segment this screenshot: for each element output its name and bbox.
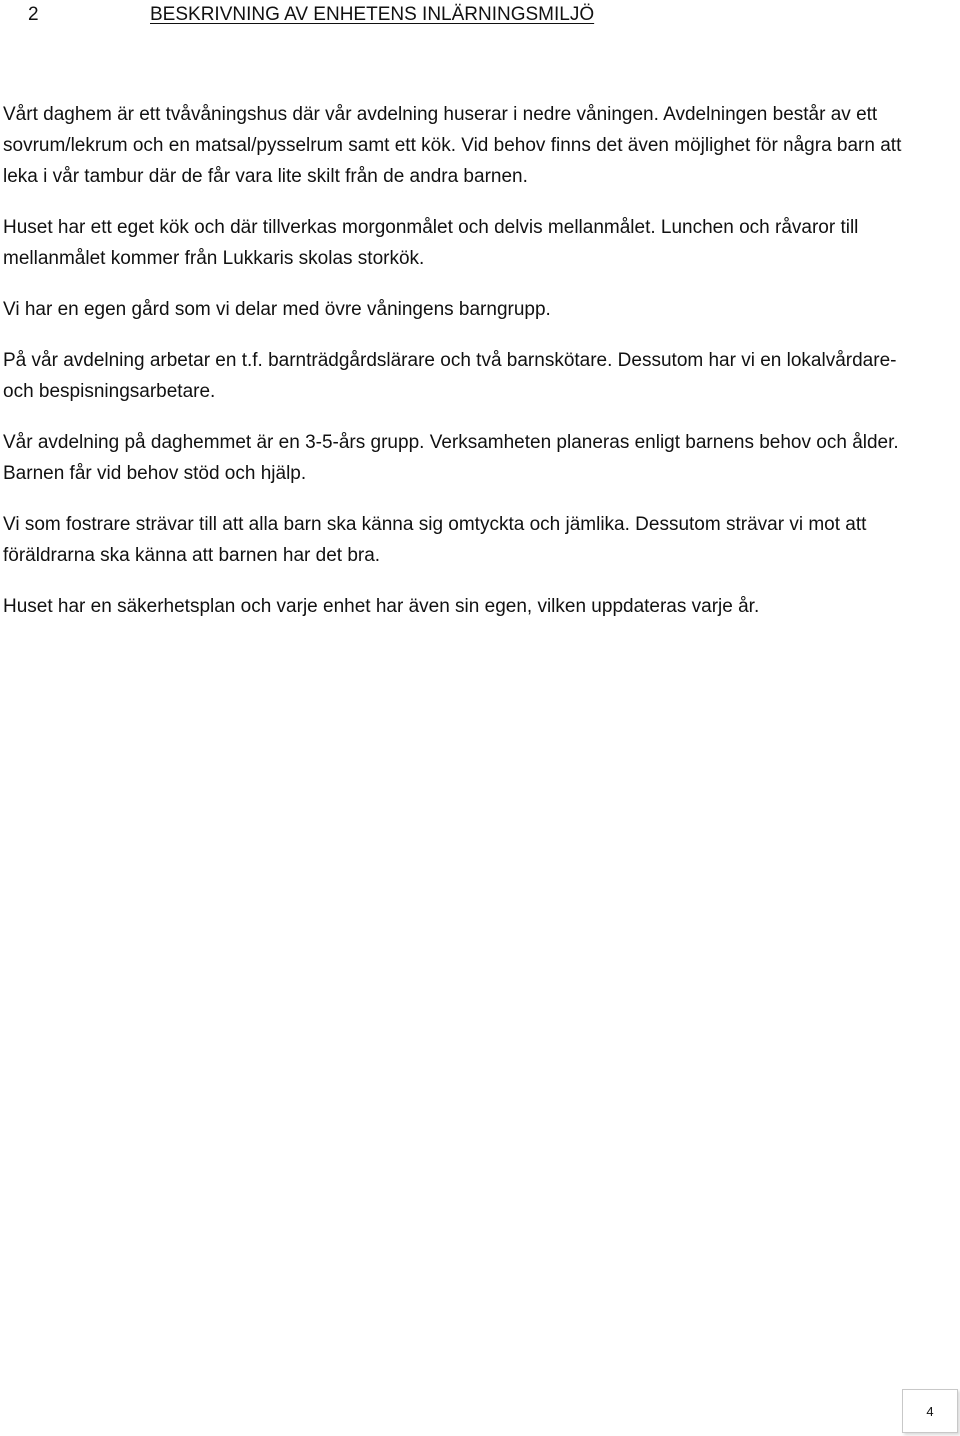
section-title: BESKRIVNING AV ENHETENS INLÄRNINGSMILJÖ: [150, 4, 595, 25]
page-number-label: 4: [926, 1403, 934, 1419]
paragraph-kitchen: Huset har ett eget kök och där tillverkas morgonmålet och delvis mellanmålet. Lunchen och råvaror till mellanmålet kommer från Lukkaris skolas storkök.: [3, 217, 859, 269]
paragraph-staff: På vår avdelning arbetar en t.f. barnträdgårdslärare och två barnskötare. Dessutom har vi en lokalvårdare- och bespisningsarbetare.: [3, 350, 897, 402]
paragraph-goals: Vi som fostrare strävar till att alla barn ska känna sig omtyckta och jämlika. Dessutom strävar vi mot att föräldrarna ska känna att barnen har det bra.: [3, 514, 867, 566]
paragraph-building: Vårt daghem är ett tvåvåningshus där vår avdelning huserar i nedre våningen. Avdelningen består av ett sovrum/lekrum och en matsal/pysselrum samt ett kök. Vid behov finns det även möjlighet för några barn att leka i vår tambur där de får vara lite skilt från de andra barnen.: [3, 104, 902, 187]
page-number: [902, 1389, 958, 1433]
paragraph-group: Vår avdelning på daghemmet är en 3-5-års grupp. Verksamheten planeras enligt barnens behov och ålder. Barnen får vid behov stöd och hjälp.: [3, 432, 899, 484]
section-number: 2: [28, 4, 39, 25]
paragraph-safety: Huset har en säkerhetsplan och varje enhet har även sin egen, vilken uppdateras varje år.: [3, 596, 760, 617]
document-body: [3, 99, 903, 642]
section-heading: [28, 2, 594, 28]
paragraph-yard: Vi har en egen gård som vi delar med övre våningens barngrupp.: [3, 299, 551, 320]
